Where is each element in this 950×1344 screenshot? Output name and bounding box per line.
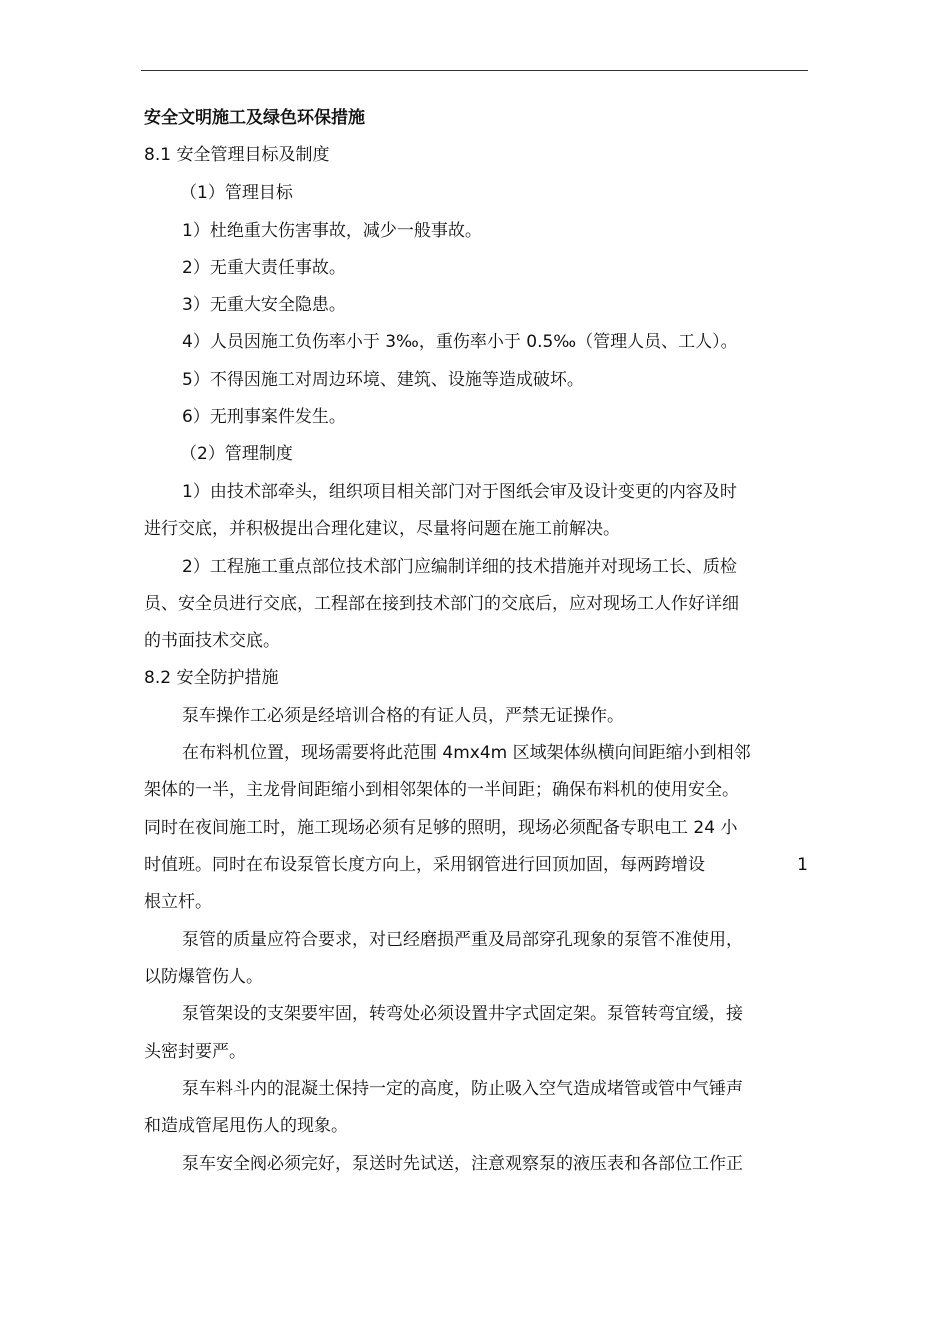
paragraph-pipe-support-line: 头密封要严。 bbox=[144, 1042, 246, 1062]
paragraph-placer-line: 架体的一半，主龙骨间距缩小到相邻架体的一半间距；确保布料机的使用安全。 bbox=[144, 780, 739, 800]
paragraph-placer-number: 1 bbox=[797, 855, 808, 875]
section-heading-8-1: 8.1 安全管理目标及制度 bbox=[144, 145, 330, 165]
paragraph-hopper-line: 和造成管尾甩伤人的现象。 bbox=[144, 1116, 348, 1136]
rule-1-line: 1）由技术部牵头，组织项目相关部门对于图纸会审及设计变更的内容及时 bbox=[182, 482, 737, 502]
goal-item: 2）无重大责任事故。 bbox=[182, 258, 346, 278]
paragraph-operator: 泵车操作工必须是经培训合格的有证人员，严禁无证操作。 bbox=[182, 706, 624, 726]
goal-item: 6）无刑事案件发生。 bbox=[182, 407, 346, 427]
rule-2-line: 的书面技术交底。 bbox=[144, 631, 280, 651]
subheading-goals: （1）管理目标 bbox=[180, 183, 293, 203]
goal-item: 4）人员因施工负伤率小于 3‰，重伤率小于 0.5‰（管理人员、工人）。 bbox=[182, 332, 738, 352]
goal-item: 1）杜绝重大伤害事故，减少一般事故。 bbox=[182, 221, 482, 241]
rule-2-line: 2）工程施工重点部位技术部门应编制详细的技术措施并对现场工长、质检 bbox=[182, 557, 737, 577]
paragraph-pipe-support-line: 泵管架设的支架要牢固，转弯处必须设置井字式固定架。泵管转弯宜缓，接 bbox=[182, 1004, 743, 1024]
rule-2-line: 员、安全员进行交底，工程部在接到技术部门的交底后，应对现场工人作好详细 bbox=[144, 594, 739, 614]
paragraph-placer-line: 同时在夜间施工时，施工现场必须有足够的照明，现场必须配备专职电工 24 小 bbox=[144, 818, 738, 838]
paragraph-placer-line bbox=[144, 853, 808, 877]
goal-item: 5）不得因施工对周边环境、建筑、设施等造成破坏。 bbox=[182, 370, 584, 390]
subheading-rules: （2）管理制度 bbox=[180, 444, 293, 464]
paragraph-pipe-quality-line: 泵管的质量应符合要求，对已经磨损严重及局部穿孔现象的泵管不准使用， bbox=[182, 930, 743, 950]
section-heading-8-2: 8.2 安全防护措施 bbox=[144, 668, 279, 688]
paragraph-hopper-line: 泵车料斗内的混凝土保持一定的高度，防止吸入空气造成堵管或管中气锤声 bbox=[182, 1079, 743, 1099]
paragraph-placer-line: 根立杆。 bbox=[144, 892, 212, 912]
paragraph-placer-line: 在布料机位置，现场需要将此范围 4mx4m 区域架体纵横向间距缩小到相邻 bbox=[182, 743, 751, 763]
rule-1-line: 进行交底，并积极提出合理化建议，尽量将问题在施工前解决。 bbox=[144, 519, 620, 539]
paragraph-pipe-quality-line: 以防爆管伤人。 bbox=[144, 967, 263, 987]
goal-item: 3）无重大安全隐患。 bbox=[182, 295, 346, 315]
doc-title: 安全文明施工及绿色环保措施 bbox=[144, 108, 365, 128]
paragraph-placer-text: 时值班。同时在布设泵管长度方向上，采用钢管进行回顶加固，每两跨增设 bbox=[144, 855, 705, 875]
header-rule bbox=[141, 70, 808, 71]
paragraph-safety-valve-line: 泵车安全阀必须完好，泵送时先试送，注意观察泵的液压表和各部位工作正 bbox=[182, 1154, 743, 1174]
